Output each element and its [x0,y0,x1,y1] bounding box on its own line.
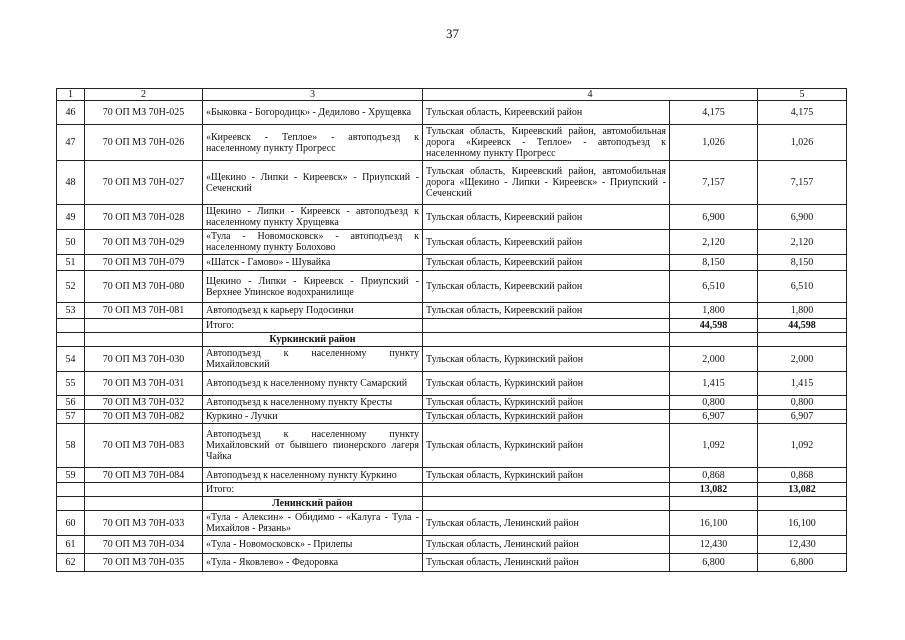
road-name: Автоподъезд к населенному пункту Куркино [203,468,423,483]
row-number: 62 [57,554,85,572]
row-number: 52 [57,271,85,303]
length-value-total: 1,026 [758,125,847,161]
road-location: Тульская область, Куркинский район [423,396,670,410]
row-number: 46 [57,101,85,125]
road-location: Тульская область, Ленинский район [423,554,670,572]
empty-cell [670,497,758,511]
table-header-row [57,89,847,101]
length-value: 1,415 [670,372,758,396]
total-row [57,483,847,497]
length-value-total: 1,092 [758,424,847,468]
road-location: Тульская область, Куркинский район [423,372,670,396]
row-number: 47 [57,125,85,161]
row-number: 49 [57,205,85,230]
length-value: 2,000 [670,347,758,372]
roads-table [56,88,847,572]
row-number: 59 [57,468,85,483]
road-name: Автоподъезд к населенному пункту Кресты [203,396,423,410]
row-number: 48 [57,161,85,205]
row-number: 57 [57,410,85,424]
length-value: 6,907 [670,410,758,424]
road-id: 70 ОП МЗ 70Н-084 [85,468,203,483]
road-id: 70 ОП МЗ 70Н-079 [85,255,203,271]
empty-cell [85,333,203,347]
district-row [57,497,847,511]
empty-cell [423,333,670,347]
road-location: Тульская область, Ленинский район [423,536,670,554]
length-value: 2,120 [670,230,758,255]
road-name: «Тула - Новомосковск» - Прилепы [203,536,423,554]
table-row [57,396,847,410]
road-location: Тульская область, Куркинский район [423,424,670,468]
length-value-total: 0,800 [758,396,847,410]
length-value: 16,100 [670,511,758,536]
length-value-total: 16,100 [758,511,847,536]
row-number: 58 [57,424,85,468]
road-location: Тульская область, Киреевский район [423,303,670,319]
header-cell-4: 4 [423,89,758,101]
empty-cell [57,483,85,497]
length-value: 1,800 [670,303,758,319]
road-id: 70 ОП МЗ 70Н-025 [85,101,203,125]
row-number: 60 [57,511,85,536]
row-number: 55 [57,372,85,396]
road-location: Тульская область, Киреевский район [423,255,670,271]
road-name: Автоподъезд к карьеру Подосинки [203,303,423,319]
road-id: 70 ОП МЗ 70Н-033 [85,511,203,536]
total-label: Итого: [203,319,423,333]
length-value-total: 0,868 [758,468,847,483]
length-value: 7,157 [670,161,758,205]
empty-cell [758,333,847,347]
table-row [57,511,847,536]
table-row [57,347,847,372]
header-cell-3: 3 [203,89,423,101]
district-name: Куркинский район [203,333,423,347]
table-row [57,271,847,303]
header-cell-1: 1 [57,89,85,101]
road-name: «Шатск - Гамово» - Шувайка [203,255,423,271]
row-number: 53 [57,303,85,319]
length-value: 12,430 [670,536,758,554]
row-number: 56 [57,396,85,410]
row-number: 54 [57,347,85,372]
table-body [57,89,847,572]
district-name: Ленинский район [203,497,423,511]
road-location: Тульская область, Киреевский район [423,101,670,125]
length-value-total: 7,157 [758,161,847,205]
road-location: Тульская область, Ленинский район [423,511,670,536]
road-name: Щекино - Липки - Киреевск - автоподъезд к населенному пункту Хрущевка [203,205,423,230]
table-row [57,554,847,572]
empty-cell [423,497,670,511]
length-value-total: 1,800 [758,303,847,319]
road-id: 70 ОП МЗ 70Н-030 [85,347,203,372]
table-row [57,101,847,125]
road-name: «Тула - Алексин» - Обидимо - «Калуга - Тула - Михайлов - Рязань» [203,511,423,536]
row-number: 50 [57,230,85,255]
empty-cell [57,319,85,333]
road-location: Тульская область, Куркинский район [423,410,670,424]
road-id: 70 ОП МЗ 70Н-031 [85,372,203,396]
empty-cell [423,319,670,333]
length-value-total: 1,415 [758,372,847,396]
road-name: Автоподъезд к населенному пункту Михайловский [203,347,423,372]
length-value-total: 2,120 [758,230,847,255]
row-number: 61 [57,536,85,554]
table-row [57,468,847,483]
road-id: 70 ОП МЗ 70Н-035 [85,554,203,572]
header-cell-5: 5 [758,89,847,101]
road-id: 70 ОП МЗ 70Н-028 [85,205,203,230]
road-name: Щекино - Липки - Киреевск - Приупский - Верхнее Упинское водохранилище [203,271,423,303]
table-row [57,303,847,319]
table-row [57,536,847,554]
empty-cell [85,319,203,333]
road-id: 70 ОП МЗ 70Н-082 [85,410,203,424]
road-id: 70 ОП МЗ 70Н-080 [85,271,203,303]
road-location: Тульская область, Киреевский район [423,271,670,303]
length-value: 6,510 [670,271,758,303]
empty-cell [423,483,670,497]
table-row [57,255,847,271]
road-name: «Тула - Яковлево» - Федоровка [203,554,423,572]
length-value: 6,900 [670,205,758,230]
length-value-total: 6,907 [758,410,847,424]
road-id: 70 ОП МЗ 70Н-029 [85,230,203,255]
road-location: Тульская область, Куркинский район [423,468,670,483]
total-row [57,319,847,333]
length-value-total: 6,510 [758,271,847,303]
road-id: 70 ОП МЗ 70Н-083 [85,424,203,468]
road-name: Куркино - Лучки [203,410,423,424]
page-number: 37 [446,26,459,41]
length-value-total: 2,000 [758,347,847,372]
road-location: Тульская область, Киреевский район, автомобильная дорога «Киреевск - Теплое» - автоподъезд к населенному пункту Прогресс [423,125,670,161]
empty-cell [57,333,85,347]
district-row [57,333,847,347]
total-label: Итого: [203,483,423,497]
road-location: Тульская область, Киреевский район, автомобильная дорога «Щекино - Липки - Киреевск» - Приупский - Сеченский [423,161,670,205]
table-row [57,410,847,424]
length-value: 1,026 [670,125,758,161]
length-value-total: 8,150 [758,255,847,271]
table-row [57,372,847,396]
table-row [57,125,847,161]
road-id: 70 ОП МЗ 70Н-034 [85,536,203,554]
empty-cell [57,497,85,511]
empty-cell [85,497,203,511]
road-id: 70 ОП МЗ 70Н-027 [85,161,203,205]
length-value: 8,150 [670,255,758,271]
empty-cell [670,333,758,347]
empty-cell [758,497,847,511]
length-value: 4,175 [670,101,758,125]
road-id: 70 ОП МЗ 70Н-026 [85,125,203,161]
table-row [57,424,847,468]
road-name: Автоподъезд к населенному пункту Самарский [203,372,423,396]
length-value-total: 6,900 [758,205,847,230]
table-row [57,161,847,205]
table-row [57,205,847,230]
road-name: Автоподъезд к населенному пункту Михайловский от бывшего пионерского лагеря Чайка [203,424,423,468]
length-value-total: 6,800 [758,554,847,572]
length-value: 0,800 [670,396,758,410]
road-id: 70 ОП МЗ 70Н-032 [85,396,203,410]
length-value-total: 12,430 [758,536,847,554]
empty-cell [85,483,203,497]
road-name: «Тула - Новомосковск» - автоподъезд к населенному пункту Болохово [203,230,423,255]
row-number: 51 [57,255,85,271]
total-value-sum: 13,082 [758,483,847,497]
length-value: 1,092 [670,424,758,468]
road-id: 70 ОП МЗ 70Н-081 [85,303,203,319]
total-value: 44,598 [670,319,758,333]
length-value: 0,868 [670,468,758,483]
length-value: 6,800 [670,554,758,572]
table-row [57,230,847,255]
total-value-sum: 44,598 [758,319,847,333]
total-value: 13,082 [670,483,758,497]
road-name: «Быковка - Богородицк» - Дедилово - Хрущевка [203,101,423,125]
road-location: Тульская область, Куркинский район [423,347,670,372]
header-cell-2: 2 [85,89,203,101]
road-location: Тульская область, Киреевский район [423,230,670,255]
length-value-total: 4,175 [758,101,847,125]
road-location: Тульская область, Киреевский район [423,205,670,230]
road-name: «Киреевск - Теплое» - автоподъезд к населенному пункту Прогресс [203,125,423,161]
road-name: «Щекино - Липки - Киреевск» - Приупский - Сеченский [203,161,423,205]
